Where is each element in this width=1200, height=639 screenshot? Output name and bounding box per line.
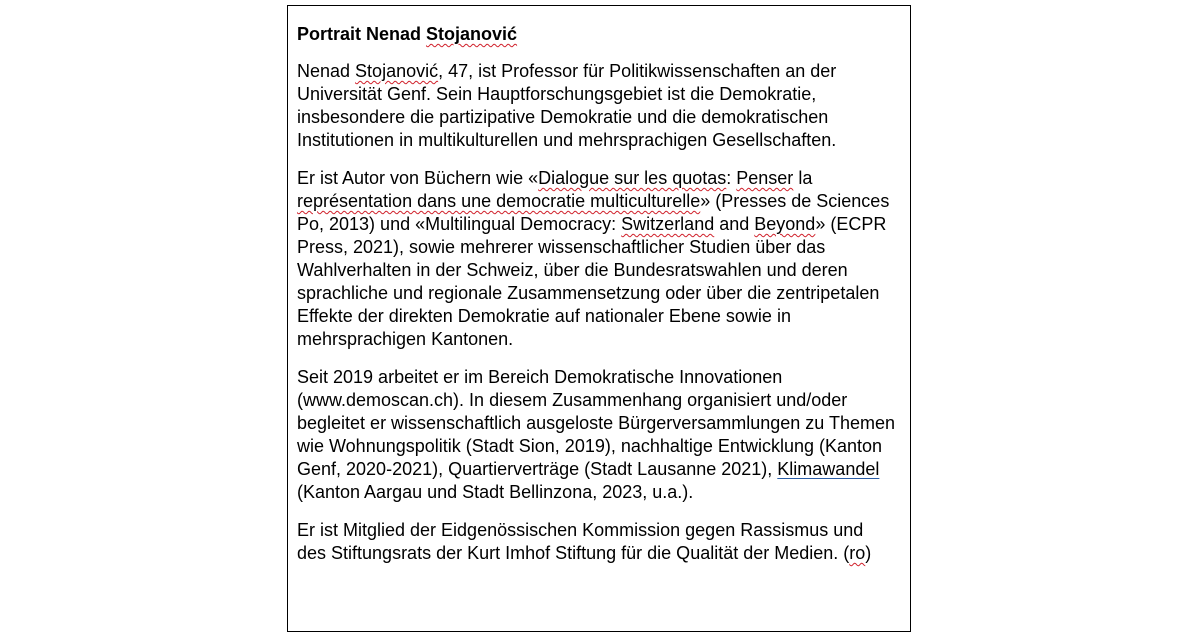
text-run: and bbox=[714, 214, 755, 234]
misspelled-word: ro bbox=[849, 543, 866, 563]
text-run: » (ECPR Press, 2021), sowie mehrerer wissenschaftlicher Studien über das Wahlverhalten in der Schweiz, über die Bundesratswahlen und deren sprachliche und regionale Zusammensetzung oder über die zentripetalen Effekte der direkten Demokratie auf nationaler Ebene sowie in mehrsprachigen Kantonen. bbox=[297, 214, 887, 349]
paragraph-intro bbox=[297, 60, 897, 152]
document-page bbox=[287, 5, 911, 632]
title-text: Portrait Nenad bbox=[297, 24, 427, 44]
text-run: la bbox=[793, 168, 813, 188]
text-run: Er ist Mitglied der Eidgenössischen Kommission gegen Rassismus und des Stiftungsrats der Kurt Imhof Stiftung für die Qualität der Medien. ( bbox=[297, 520, 864, 563]
paragraph-innovations bbox=[297, 366, 897, 504]
document-title bbox=[297, 23, 897, 46]
paragraph-memberships bbox=[297, 519, 897, 565]
misspelled-word: Beyond bbox=[754, 214, 816, 234]
misspelled-word: Penser bbox=[736, 168, 794, 188]
text-run: Seit 2019 arbeitet er im Bereich Demokratische Innovationen (www.demoscan.ch). In diesem Zusammenhang organisiert und/oder begleitet er wissenschaftlich ausgeloste Bürgerversammlungen zu Themen wie Wohnungspolitik (Stadt Sion, 2019), nachhaltige Entwicklung (Kanton Genf, 2020-2021), Quartierverträge (Stadt Lausanne 2021), bbox=[297, 367, 895, 479]
text-run: (Kanton Aargau und Stadt Bellinzona, 2023, u.a.). bbox=[297, 482, 694, 502]
klimawandel-link[interactable]: Klimawandel bbox=[777, 459, 880, 479]
text-run: Er ist Autor von Büchern wie « bbox=[297, 168, 539, 188]
text-run: Nenad bbox=[297, 61, 356, 81]
text-run: , 47, ist Professor für Politikwissenschaften an der Universität Genf. Sein Hauptforschungsgebiet ist die Demokratie, insbesondere die partizipative Demokratie und die demokratischen Institutionen in multikulturellen und mehrsprachigen Gesellschaften. bbox=[297, 61, 837, 150]
misspelled-phrase: représentation dans une democratie multiculturelle bbox=[297, 191, 701, 211]
document-content[interactable] bbox=[297, 23, 897, 580]
misspelled-word: Stojanović bbox=[355, 61, 439, 81]
text-run: : bbox=[726, 168, 737, 188]
text-run: » (Presses de Sciences Po, 2013) und «Multilingual Democracy: bbox=[297, 191, 890, 234]
misspelled-phrase: Dialogue sur les quotas bbox=[538, 168, 727, 188]
title-name-misspelled: Stojanović bbox=[426, 24, 518, 44]
paragraph-publications bbox=[297, 167, 897, 351]
misspelled-word: Switzerland bbox=[621, 214, 715, 234]
text-run: ) bbox=[865, 543, 872, 563]
